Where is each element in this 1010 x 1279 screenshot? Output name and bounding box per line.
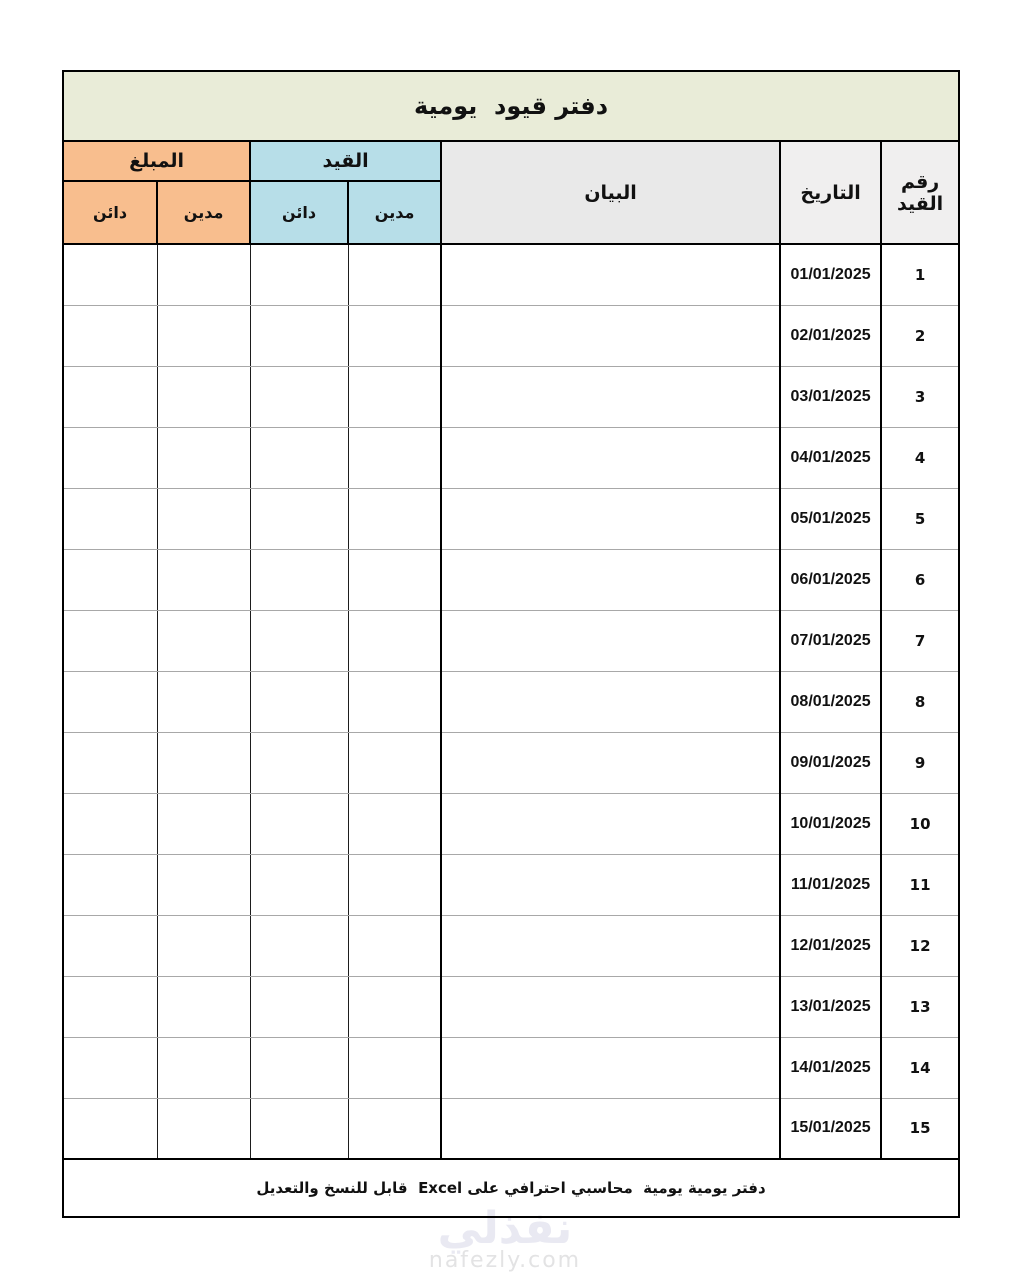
date-cell: 08/01/2025 — [780, 671, 881, 732]
header-amount-debit: مدين — [157, 181, 250, 244]
amount-debit-cell — [157, 915, 250, 976]
table-row — [63, 854, 959, 915]
entry-debit-cell — [348, 793, 441, 854]
entry-credit-cell — [250, 793, 348, 854]
date-cell: 04/01/2025 — [780, 427, 881, 488]
entry-credit-cell — [250, 610, 348, 671]
statement-cell — [441, 1098, 780, 1159]
statement-cell — [441, 915, 780, 976]
statement-cell — [441, 488, 780, 549]
table-row — [63, 366, 959, 427]
header-entry-number: رقم القيد — [881, 141, 959, 244]
amount-debit-cell — [157, 671, 250, 732]
entry-debit-cell — [348, 1037, 441, 1098]
date-cell: 02/01/2025 — [780, 305, 881, 366]
header-entry-credit: دائن — [250, 181, 348, 244]
amount-debit-cell — [157, 488, 250, 549]
entry-number-cell: 9 — [881, 732, 959, 793]
header-date: التاريخ — [780, 141, 881, 244]
entry-debit-cell — [348, 854, 441, 915]
table-row — [63, 610, 959, 671]
table-row — [63, 793, 959, 854]
entry-debit-cell — [348, 549, 441, 610]
amount-debit-cell — [157, 854, 250, 915]
entry-credit-cell — [250, 427, 348, 488]
statement-cell — [441, 366, 780, 427]
amount-debit-cell — [157, 732, 250, 793]
date-cell: 10/01/2025 — [780, 793, 881, 854]
entry-debit-cell — [348, 610, 441, 671]
entry-credit-cell — [250, 1037, 348, 1098]
entry-credit-cell — [250, 305, 348, 366]
entry-credit-cell — [250, 366, 348, 427]
entry-debit-cell — [348, 488, 441, 549]
date-cell: 09/01/2025 — [780, 732, 881, 793]
entry-number-cell: 7 — [881, 610, 959, 671]
statement-cell — [441, 854, 780, 915]
amount-debit-cell — [157, 1037, 250, 1098]
amount-credit-cell — [63, 610, 157, 671]
journal-table — [62, 70, 960, 1218]
date-cell: 07/01/2025 — [780, 610, 881, 671]
amount-credit-cell — [63, 427, 157, 488]
table-row — [63, 1098, 959, 1159]
statement-cell — [441, 1037, 780, 1098]
date-cell: 06/01/2025 — [780, 549, 881, 610]
amount-debit-cell — [157, 366, 250, 427]
date-cell: 03/01/2025 — [780, 366, 881, 427]
entry-number-cell: 14 — [881, 1037, 959, 1098]
footer-note: دفتر يومية يومية محاسبي احترافي على Excel قابل للنسخ والتعديل — [63, 1159, 959, 1217]
date-cell: 13/01/2025 — [780, 976, 881, 1037]
header-amount-credit: دائن — [63, 181, 157, 244]
statement-cell — [441, 244, 780, 305]
entry-number-cell: 10 — [881, 793, 959, 854]
amount-credit-cell — [63, 366, 157, 427]
amount-debit-cell — [157, 976, 250, 1037]
date-cell: 05/01/2025 — [780, 488, 881, 549]
date-cell: 11/01/2025 — [780, 854, 881, 915]
footer-row — [63, 1159, 959, 1217]
amount-credit-cell — [63, 1037, 157, 1098]
statement-cell — [441, 732, 780, 793]
entry-credit-cell — [250, 732, 348, 793]
entry-debit-cell — [348, 1098, 441, 1159]
amount-credit-cell — [63, 488, 157, 549]
table-row — [63, 244, 959, 305]
entry-number-cell: 3 — [881, 366, 959, 427]
header-entry-group: القيد — [250, 141, 441, 181]
amount-debit-cell — [157, 244, 250, 305]
entry-number-cell: 1 — [881, 244, 959, 305]
entry-credit-cell — [250, 671, 348, 732]
header-entry-debit: مدين — [348, 181, 441, 244]
amount-credit-cell — [63, 305, 157, 366]
statement-cell — [441, 793, 780, 854]
entry-number-cell: 6 — [881, 549, 959, 610]
statement-cell — [441, 976, 780, 1037]
entry-credit-cell — [250, 549, 348, 610]
statement-cell — [441, 427, 780, 488]
amount-debit-cell — [157, 549, 250, 610]
amount-debit-cell — [157, 305, 250, 366]
table-row — [63, 549, 959, 610]
table-row — [63, 915, 959, 976]
title-row — [63, 71, 959, 141]
table-row — [63, 976, 959, 1037]
statement-cell — [441, 610, 780, 671]
date-cell: 12/01/2025 — [780, 915, 881, 976]
amount-credit-cell — [63, 671, 157, 732]
table-row — [63, 488, 959, 549]
amount-debit-cell — [157, 427, 250, 488]
table-row — [63, 1037, 959, 1098]
amount-credit-cell — [63, 244, 157, 305]
entry-number-cell: 2 — [881, 305, 959, 366]
entry-number-cell: 15 — [881, 1098, 959, 1159]
entry-debit-cell — [348, 244, 441, 305]
entry-credit-cell — [250, 915, 348, 976]
date-cell: 15/01/2025 — [780, 1098, 881, 1159]
page-title: دفتر قيود يومية — [63, 71, 959, 141]
amount-credit-cell — [63, 549, 157, 610]
nafezly-logo: نفذلي — [437, 1203, 573, 1254]
amount-debit-cell — [157, 793, 250, 854]
entry-credit-cell — [250, 488, 348, 549]
statement-cell — [441, 305, 780, 366]
header-group-row — [63, 141, 959, 181]
entry-number-cell: 13 — [881, 976, 959, 1037]
amount-credit-cell — [63, 976, 157, 1037]
entry-credit-cell — [250, 976, 348, 1037]
entry-debit-cell — [348, 427, 441, 488]
entry-credit-cell — [250, 1098, 348, 1159]
date-cell: 01/01/2025 — [780, 244, 881, 305]
watermark-site-url: nafezly.com — [428, 1248, 582, 1274]
amount-debit-cell — [157, 1098, 250, 1159]
table-row — [63, 671, 959, 732]
header-amount-group: المبلغ — [63, 141, 250, 181]
statement-cell — [441, 549, 780, 610]
amount-credit-cell — [63, 732, 157, 793]
entry-debit-cell — [348, 915, 441, 976]
entry-debit-cell — [348, 976, 441, 1037]
statement-cell — [441, 671, 780, 732]
entry-number-cell: 5 — [881, 488, 959, 549]
entry-debit-cell — [348, 732, 441, 793]
entry-debit-cell — [348, 305, 441, 366]
amount-credit-cell — [63, 854, 157, 915]
entry-credit-cell — [250, 854, 348, 915]
table-row — [63, 427, 959, 488]
entry-number-cell: 8 — [881, 671, 959, 732]
table-row — [63, 305, 959, 366]
entry-credit-cell — [250, 244, 348, 305]
date-cell: 14/01/2025 — [780, 1037, 881, 1098]
amount-credit-cell — [63, 1098, 157, 1159]
entry-number-cell: 4 — [881, 427, 959, 488]
amount-credit-cell — [63, 793, 157, 854]
table-row — [63, 732, 959, 793]
entry-number-cell: 11 — [881, 854, 959, 915]
entry-debit-cell — [348, 671, 441, 732]
amount-debit-cell — [157, 610, 250, 671]
entry-debit-cell — [348, 366, 441, 427]
header-statement: البيان — [441, 141, 780, 244]
entry-number-cell: 12 — [881, 915, 959, 976]
amount-credit-cell — [63, 915, 157, 976]
